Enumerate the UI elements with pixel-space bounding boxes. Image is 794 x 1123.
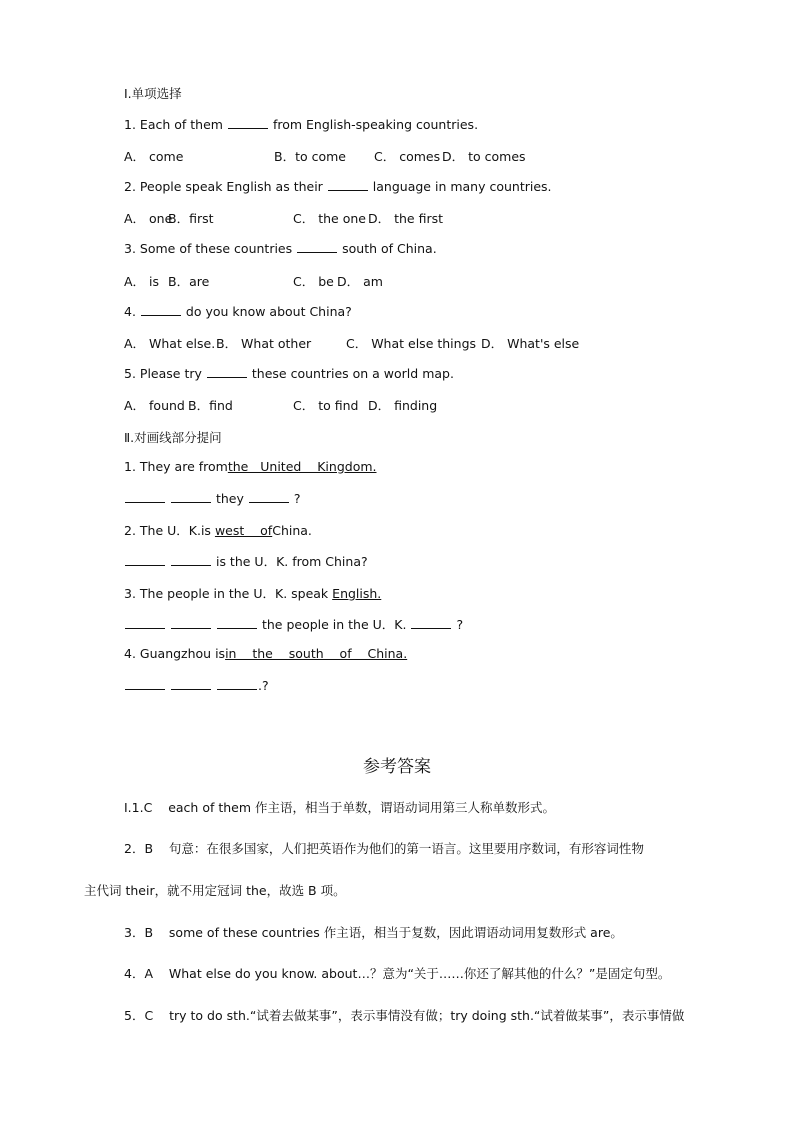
item-num: 1. [124, 459, 136, 474]
option-b: B． What other [216, 336, 312, 351]
q-post: these countries on a world map. [251, 366, 454, 381]
option-a: A． found [124, 398, 185, 413]
answer-line-1 [124, 490, 301, 506]
q-num: 2. [124, 179, 136, 194]
option-c: C． be [293, 274, 334, 289]
answers-title: 参考答案 [363, 757, 431, 777]
option-c: C． comes [374, 149, 441, 164]
answer-blank [217, 677, 257, 690]
option-b: B．find [188, 398, 233, 413]
rewrite-item-2 [124, 521, 312, 539]
answer-blank [328, 178, 368, 191]
item-num: 2. [124, 523, 136, 538]
item-pre: Guangzhou is [139, 646, 226, 661]
q-post: do you know about China? [185, 304, 352, 319]
option-b: B．first [168, 211, 214, 226]
answer-mid: they [215, 491, 244, 506]
rewrite-item-4 [124, 646, 407, 661]
option-c: C． What else things [346, 336, 477, 351]
answer-line-2 [124, 552, 368, 570]
answer-blank [207, 365, 247, 378]
answer-line: 2．B 句意：在很多国家，人们把英语作为他们的第一语言。这里要用序数词，有形容词性物 [124, 841, 644, 856]
underlined-phrase: in the south of China. [225, 646, 408, 661]
q-post: from English-speaking countries. [272, 117, 479, 132]
answer-line: 4．A What else do you know. about…？意为“关于……你还了解其他的什么？”是固定句型。 [124, 966, 671, 981]
answer-blank [171, 490, 211, 503]
answer-line: 3．B some of these countries 作主语，相当于复数，因此谓语动词用复数形式 are。 [124, 925, 623, 940]
item-pre: The people in the U．K. speak [139, 586, 329, 601]
q-num: 3. [124, 241, 136, 256]
q-pre: Some of these countries [139, 241, 293, 256]
item-num: 3. [124, 586, 136, 601]
options-2 [124, 209, 443, 227]
underlined-phrase: the United Kingdom. [227, 459, 377, 474]
answer-blank [171, 553, 211, 566]
answer-end: ? [293, 491, 301, 506]
underlined-phrase: English. [332, 586, 382, 601]
q-pre: People speak English as their [139, 179, 323, 194]
answer-line: Ⅰ.1.C each of them 作主语，相当于单数，谓语动词用第三人称单数形式。 [124, 800, 556, 815]
question-3 [124, 240, 437, 256]
option-d: D． to comes [442, 149, 526, 164]
question-5 [124, 365, 454, 381]
item-pre: They are from [139, 459, 228, 474]
options-5 [124, 396, 437, 414]
option-c: C． to find [293, 398, 359, 413]
option-d: D． the first [368, 211, 444, 226]
option-d: D． What's else [481, 336, 580, 351]
q-pre: Please try [139, 366, 202, 381]
q-pre: Each of them [139, 117, 223, 132]
answer-blank [297, 240, 337, 253]
answer-blank [125, 553, 165, 566]
options-1 [124, 147, 526, 165]
answer-blank [125, 677, 165, 690]
answer-blank [141, 303, 181, 316]
item-pre: The U．K.is [139, 523, 211, 538]
q-post: south of China. [342, 241, 437, 256]
option-b: B．are [168, 274, 210, 289]
answer-line: 5．C try to do sth.“试着去做某事”，表示事情没有做；try doing sth.“试着做某事”，表示事情做 [124, 1008, 685, 1023]
underlined-phrase: west of [214, 523, 273, 538]
answer-blank [411, 616, 451, 629]
answer-blank [125, 490, 165, 503]
options-4 [124, 334, 579, 352]
question-4 [124, 303, 352, 319]
answer-line-4 [124, 677, 269, 693]
rewrite-item-3 [124, 584, 381, 602]
q-num: 5. [124, 366, 136, 381]
option-d: D． finding [368, 398, 438, 413]
answer-blank [228, 116, 268, 129]
option-a: A． one [124, 211, 173, 226]
section-2-heading: Ⅱ.对画线部分提问 [124, 430, 222, 445]
q-num: 1. [124, 117, 136, 132]
section-1-heading: Ⅰ.单项选择 [124, 86, 182, 101]
option-a: A． come [124, 149, 184, 164]
item-post: China. [272, 523, 312, 538]
options-3 [124, 272, 383, 290]
answer-mid: the people in the U．K. [261, 617, 407, 632]
q-post: language in many countries. [372, 179, 552, 194]
answer-line: 主代词 their，就不用定冠词 the，故选 B 项。 [84, 883, 346, 898]
answer-blank [171, 677, 211, 690]
question-1 [124, 116, 478, 132]
answer-mid: is the U．K. from China? [215, 554, 368, 569]
item-num: 4. [124, 646, 136, 661]
answer-blank [125, 616, 165, 629]
option-b: B．to come [274, 149, 346, 164]
answer-blank [217, 616, 257, 629]
option-d: D． am [337, 274, 383, 289]
answer-end: ? [456, 617, 464, 632]
rewrite-item-1 [124, 459, 377, 474]
option-a: A． is [124, 274, 160, 289]
answer-blank [249, 490, 289, 503]
answer-blank [171, 616, 211, 629]
answer-end: .? [257, 678, 269, 693]
question-2 [124, 178, 552, 194]
q-num: 4. [124, 304, 136, 319]
option-a: A． What else. [124, 336, 216, 351]
option-c: C． the one [293, 211, 366, 226]
answer-line-3 [124, 615, 463, 633]
